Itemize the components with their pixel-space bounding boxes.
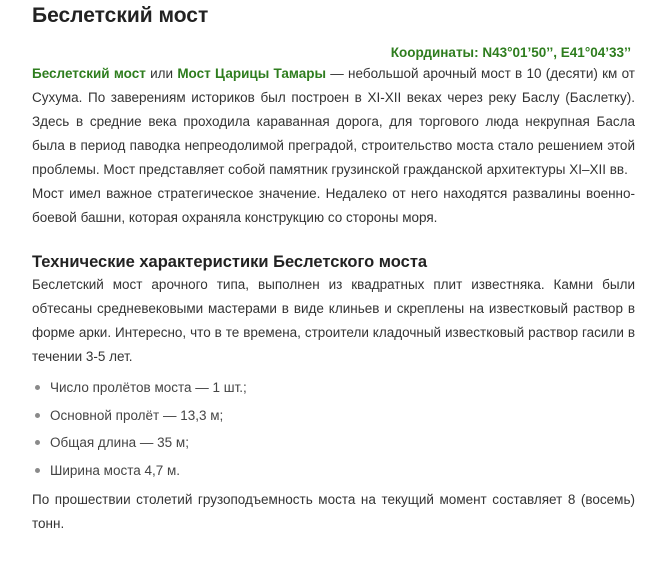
bridge-name-link[interactable]: Беслетский мост [32,66,146,81]
coordinates-value: N43°01’50’’, E41°04’33’’ [482,45,631,60]
list-item [32,433,635,461]
strategic-paragraph: Мост имел важное стратегическое значение. Недалеко от него находятся развалины военно-боевой башни, которая охраняла конструкцию со стороны моря. [32,186,635,225]
list-item [32,461,635,489]
tamara-bridge-link[interactable]: Мост Царицы Тамары [177,66,327,81]
technical-paragraph: Беслетский мост арочного типа, выполнен из квадратных плит известняка. Камни были обтесаны средневековыми мастерами в виде клиньев и скреплены на известковый раствор в форме арки. Интересно, что в те времена, строители кладочный известковый раствор гасили в течении 3-5 лет. [32,277,635,364]
spec-text: Ширина моста 4,7 м. [50,462,181,478]
bullet-icon [35,440,40,445]
intro-paragraph [32,62,635,182]
page-title: Беслетский мост [32,4,209,27]
intro-text: — небольшой арочный мост в 10 (десяти) км от Сухума. По заверениям историков был построен в XI-XII веках через реку Баслу (Баслетку). Здесь в средние века проходила караванная дорога, для торгового люда некрупная Басла была в период паводка непреодолимой преградой, строительство моста стало решением этой проблемы. Мост представляет собой памятник грузинской гражданской архитектуры XI–XII вв. [32,66,635,177]
section-heading: Технические характеристики Беслетского моста [32,253,428,271]
coordinates-label: Координаты: [390,45,479,60]
spec-text: Общая длина — 35 м; [50,435,189,450]
coordinates [32,44,635,62]
specs-list [32,378,635,488]
bullet-icon [35,385,40,390]
spec-text: Основной пролёт — 13,3 м; [50,407,224,423]
bullet-icon [35,468,40,473]
spec-text: Число пролётов моста — 1 шт.; [50,380,247,395]
closing-paragraph: По прошествии столетий грузоподъемность моста на текущий момент составляет 8 (восемь) тонн. [32,492,635,531]
bullet-icon [35,413,40,418]
list-item [32,406,635,434]
intro-connector: или [145,66,178,81]
list-item [32,378,635,406]
